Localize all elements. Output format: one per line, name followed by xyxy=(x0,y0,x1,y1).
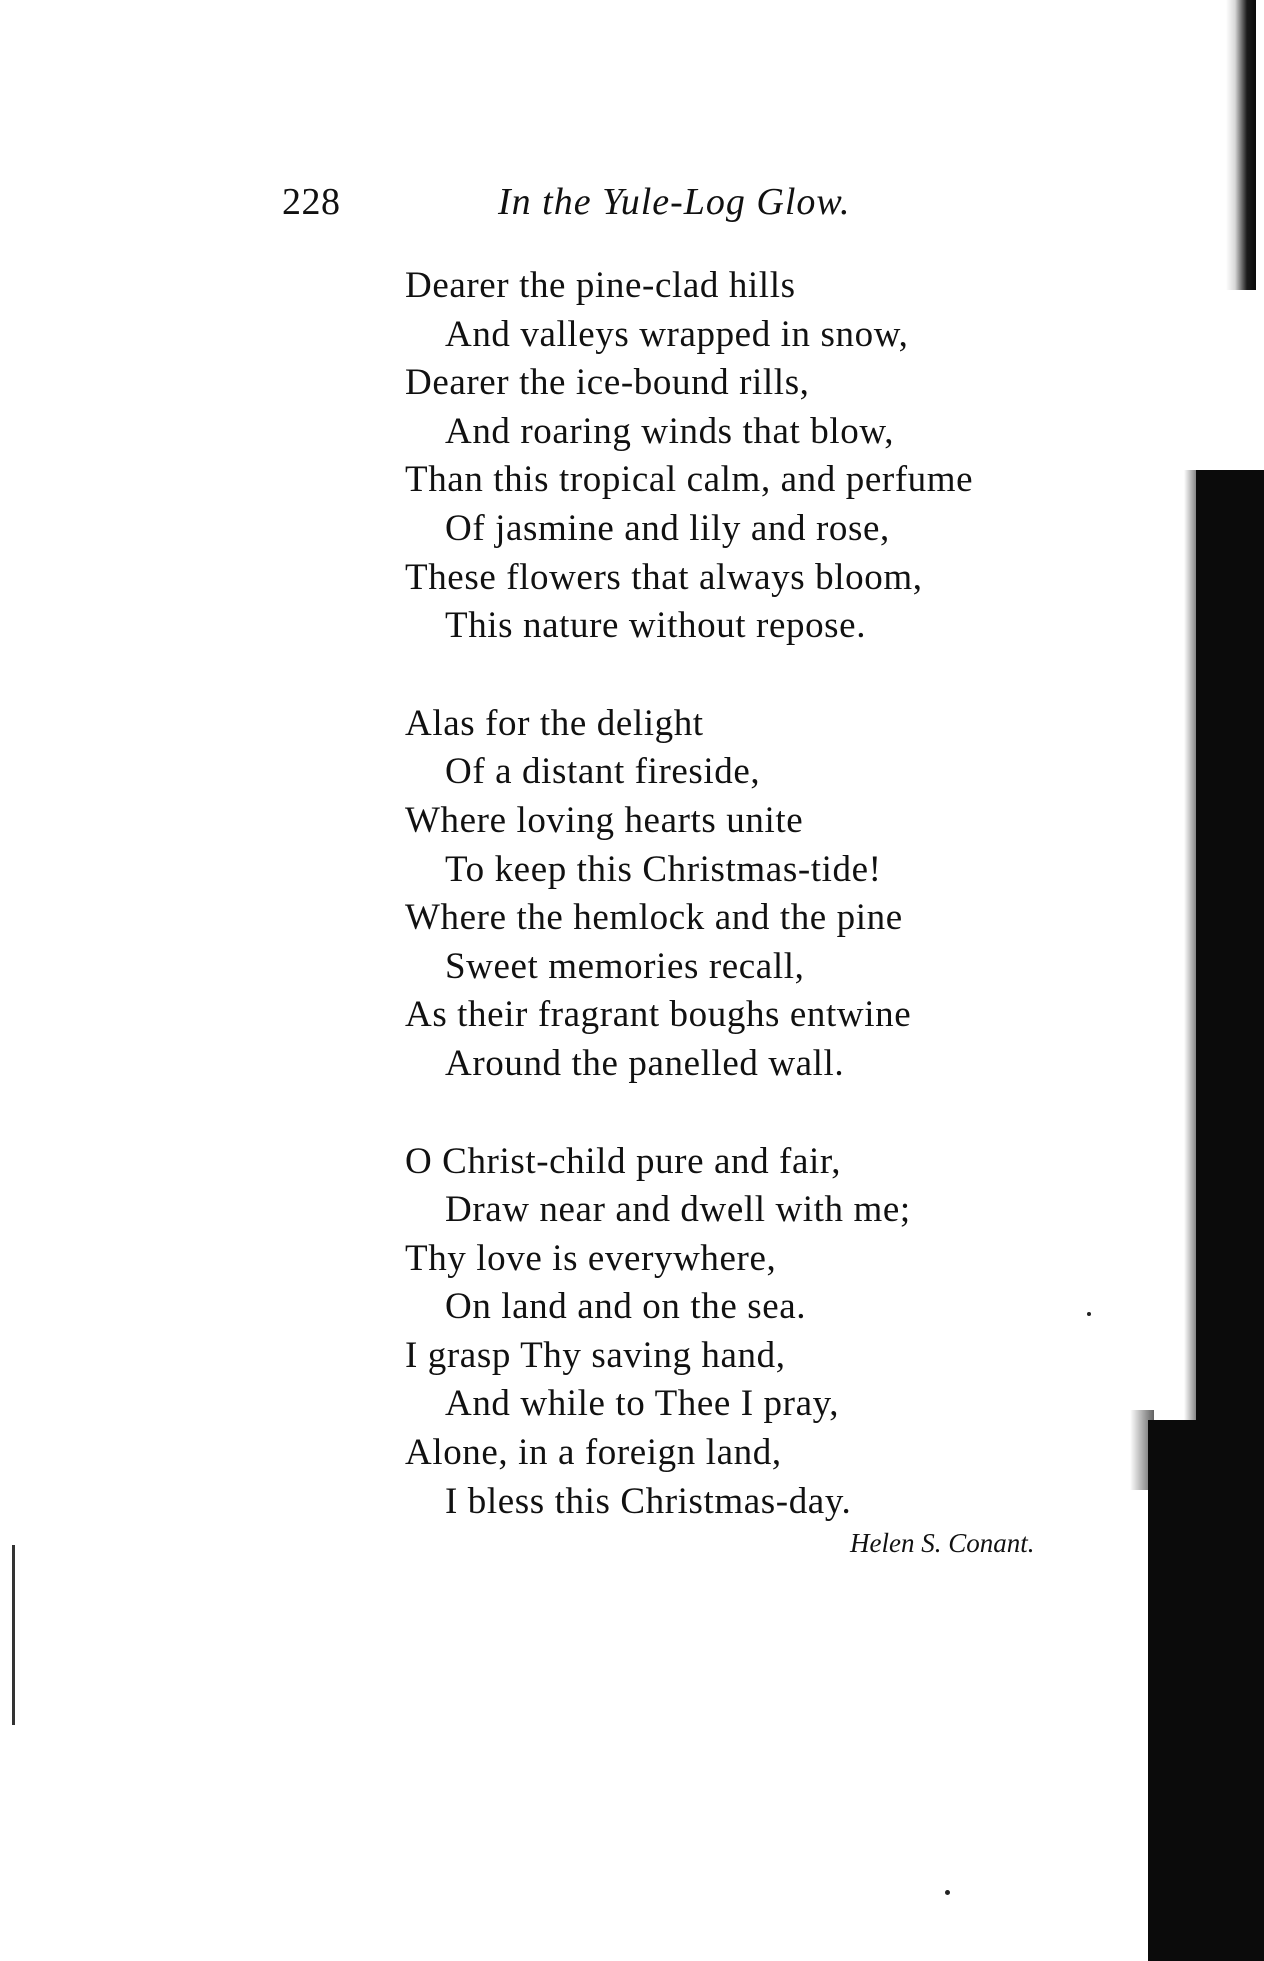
stanza-2 xyxy=(405,700,1105,1089)
poem-author: Helen S. Conant. xyxy=(850,1528,1035,1558)
poem-line: Of a distant fireside, xyxy=(445,751,761,793)
running-title: In the Yule-Log Glow. xyxy=(498,181,851,223)
poem-line: Alas for the delight xyxy=(405,702,704,744)
poem-line: On land and on the sea. xyxy=(445,1286,807,1328)
poem-line: Dearer the ice-bound rills, xyxy=(405,362,810,404)
stanza-3 xyxy=(405,1138,1105,1527)
poem-line: Dearer the pine-clad hills xyxy=(405,265,796,306)
poem-line: Of jasmine and lily and rose, xyxy=(445,507,890,549)
page-number: 228 xyxy=(282,181,341,223)
scan-left-mark xyxy=(12,1545,15,1725)
poem-line: As their fragrant boughs entwine xyxy=(405,994,912,1036)
poem-line: This nature without repose. xyxy=(445,605,867,647)
poem-line: O Christ-child pure and fair, xyxy=(405,1140,842,1182)
poem-line: I bless this Christmas-day. xyxy=(445,1480,852,1522)
poem-line: And while to Thee I pray, xyxy=(445,1383,840,1425)
poem xyxy=(405,262,1105,1526)
poem-line: And valleys wrapped in snow, xyxy=(445,313,909,355)
poem-line: These flowers that always bloom, xyxy=(405,556,923,598)
poem-line: Sweet memories recall, xyxy=(445,945,805,987)
scan-binding-edge-top xyxy=(1226,0,1256,290)
scan-binding-edge-lower xyxy=(1148,1420,1264,1961)
poem-line: Draw near and dwell with me; xyxy=(445,1189,911,1231)
poem-line: To keep this Christmas-tide! xyxy=(445,848,882,890)
poem-line: Where loving hearts unite xyxy=(405,799,804,841)
poem-line: I grasp Thy saving hand, xyxy=(405,1334,786,1376)
poem-line: Thy love is everywhere, xyxy=(405,1237,777,1279)
poem-line: Where the hemlock and the pine xyxy=(405,897,903,939)
scan-speck xyxy=(945,1890,950,1895)
poem-line: Around the panelled wall. xyxy=(445,1042,845,1084)
stanza-1 xyxy=(405,262,1105,651)
poem-line: And roaring winds that blow, xyxy=(445,410,895,452)
poem-line: Than this tropical calm, and perfume xyxy=(405,459,974,501)
poem-line: Alone, in a foreign land, xyxy=(405,1432,782,1474)
